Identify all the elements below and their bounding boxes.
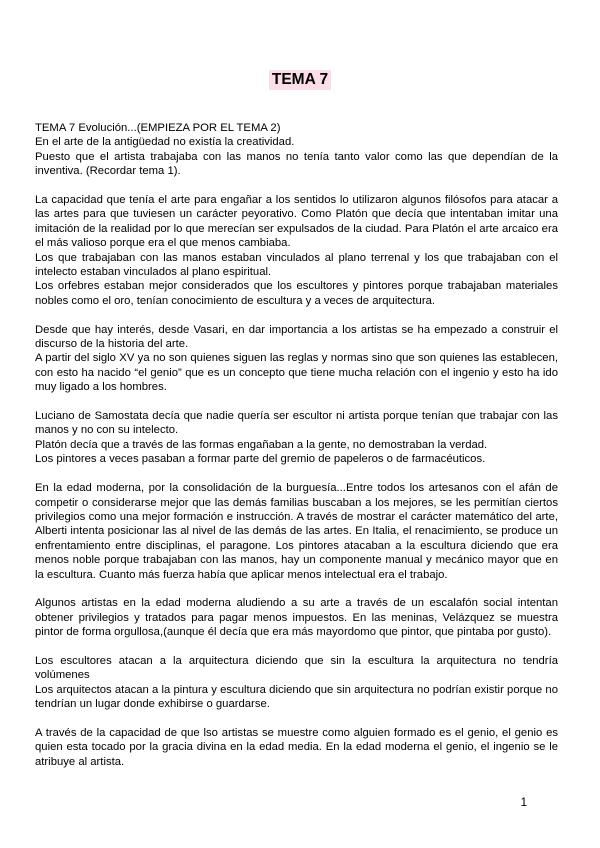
- text-line: Puesto que el artista trabajaba con las manos no tenía tanto valor como las que dependían de la inventiva. (Recordar tema 1).: [35, 150, 558, 178]
- text-line: Platón decía que a través de las formas engañaban a la gente, no demostraban la verdad.: [35, 438, 488, 451]
- page-title: TEMA 7: [269, 70, 331, 90]
- text-line: A partir del siglo XV ya no son quienes siguen las reglas y normas sino que son quienes las establecen, con esto ha nacido “el genio” que es un concepto que tiene mucha relación con el ingenio y esto ha ido muy ligado a los hombres.: [35, 352, 558, 394]
- text-line: Los orfebres estaban mejor considerados que los escultores y pintores porque trabajaban materiales nobles como el oro, tenían conocimiento de escultura y a veces de arquitectura.: [35, 280, 558, 307]
- text-line: Luciano de Samostata decía que nadie quería ser escultor ni artista porque tenían que trabajar con las manos y no con su intelecto.: [35, 410, 558, 437]
- text-line: TEMA 7 Evolución...(EMPIEZA POR EL TEMA 2): [35, 122, 281, 134]
- paragraph: [35, 726, 558, 769]
- text-line: Los arquitectos atacan a la pintura y escultura diciendo que sin arquitectura no podrían existir porque no tendrían un lugar donde exhibirse o guardarse.: [35, 683, 558, 711]
- paragraph: [35, 481, 558, 582]
- paragraph: [35, 409, 558, 467]
- page-number: 1: [520, 797, 527, 809]
- paragraph: [35, 193, 558, 308]
- text-line: Los pintores a veces pasaban a formar parte del gremio de papeleros o de farmacéuticos.: [35, 453, 486, 466]
- text-line: La capacidad que tenía el arte para engañar a los sentidos lo utilizaron algunos filósofos para atacar a las artes para que tuviesen un carácter peyorativo. Como Platón que decía que intentaban imitar una imitación de la realidad por lo que merecían ser expulsados de la ciudad. Para Platón el arte arcaico era el más valioso porque era el que menos cambiaba.: [35, 194, 558, 250]
- paragraph: [35, 596, 558, 639]
- document-body: [35, 121, 558, 784]
- text-line: En la edad moderna, por la consolidación de la burguesía...Entre todos los artesanos con el afán de competir o considerarse mejor que las demás familias buscaban a los mejores, se les permitían ciertos privilegios como una mejor formación e instrucción. A través de mostrar el carácter matemático del arte, Alberti intenta posicionar las al nivel de las demás de las artes. En Italia, el renacimiento, se produce un enfrentamiento entre disciplinas, el paragone. Los pintores atacaban a la escultura diciendo que era menos noble porque trabajaban con las manos, hay un componente manual y mecánico mayor que en la escultura. Cuanto más fuerza había que aplicar menos intelectual era el trabajo.: [35, 482, 558, 581]
- title-container: [0, 70, 600, 90]
- text-line: Desde que hay interés, desde Vasari, en dar importancia a los artistas se ha empezado a construir el discurso de la historia del arte.: [35, 323, 558, 351]
- paragraph: [35, 323, 558, 395]
- text-line: A través de la capacidad de que lso artistas se muestre como alguien formado es el genio, el genio es quien esta tocado por la gracia divina en la edad media. En la edad moderna el genio, el ingenio se le atribuye al artista.: [35, 726, 558, 768]
- text-line: Los que trabajaban con las manos estaban vinculados al plano terrenal y los que trabajaban con el intelecto estaban vinculados al plano espiritual.: [35, 251, 558, 279]
- paragraph: [35, 121, 558, 179]
- text-line: Algunos artistas en la edad moderna aludiendo a su arte a través de un escalafón social intentan obtener privilegios y tratados para pagar menos impuestos. En las meninas, Velázquez se muestra pintor de forma orgullosa,(aunque él decía que era más mayordomo que pintor, que pintaba por gusto).: [35, 597, 558, 639]
- text-line: Los escultores atacan a la arquitectura diciendo que sin la escultura la arquitectura no tendría volúmenes: [35, 654, 558, 682]
- paragraph: [35, 654, 558, 712]
- text-line: En el arte de la antigüedad no existía la creatividad.: [35, 136, 295, 149]
